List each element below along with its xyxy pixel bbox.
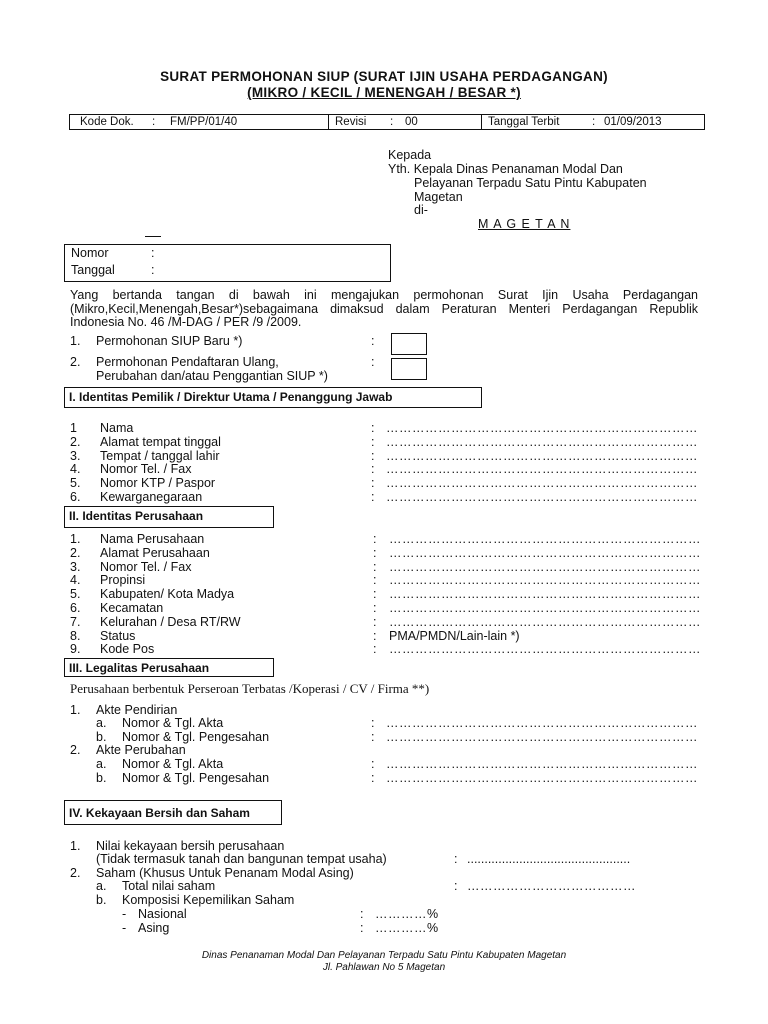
total-saham-label: Total nilai saham [122,879,216,893]
nasional-label: Nasional [138,907,187,921]
section1-item-number: 4. [70,462,81,477]
akte-pendirian-nomor-colon: : [371,716,375,730]
kode-dok-colon: : [152,116,156,128]
document-info-table [69,114,705,130]
section2-item-label: Alamat Perusahaan [100,545,210,560]
section1-item-number: 3. [70,448,81,463]
akte-perubahan-label: Akte Perubahan [96,743,186,757]
nasional-dash: - [122,907,127,921]
section2-item-number: 8. [70,628,81,643]
section2-item-label: Kode Pos [100,642,155,657]
request-2-label: Permohonan Pendaftaran Ulang, [96,355,279,369]
box-mark [145,236,161,237]
nasional-colon: : [360,907,364,921]
intro-paragraph: Yang bertanda tangan di bawah ini mengajukan permohonan Surat Ijin Usaha Perdagangan (Mikro,Kecil,Menengah,Besar*)sebagaimana dimaksud dalam Peraturan Menteri Perdagangan Republik Indonesia No. 46 /M-DAG / PER /9 /2009. [70,288,698,329]
tanggal-terbit-colon: : [592,116,596,128]
asing-label: Asing [138,921,170,935]
section2-item-label: Nomor Tel. / Fax [100,559,192,574]
total-saham-dots[interactable]: ………………………………… [467,879,636,893]
section2-item-value[interactable]: ……………………………………………………………… [389,642,701,657]
kekayaan-dots[interactable]: ............................................... [467,852,631,866]
section2-item-colon: : [373,614,377,629]
kode-dok-label: Kode Dok. [80,116,134,128]
request-2-number: 2. [70,355,81,369]
section1-item-label: Kewarganegaraan [100,490,203,504]
section2-item-value[interactable]: ……………………………………………………………… [389,545,701,560]
section1-item-label: Alamat tempat tinggal [100,434,221,449]
kode-dok-value: FM/PP/01/40 [170,116,238,128]
section1-item-label: Tempat / tanggal lahir [100,448,220,463]
section1-item-colon: : [371,476,375,491]
section1-item-colon: : [371,421,375,435]
revisi-colon: : [390,116,394,128]
request-2-colon: : [371,355,375,369]
revisi-label: Revisi [335,116,367,128]
section2-item-colon: : [373,587,377,602]
recipient-di: di- [414,203,428,217]
recipient-kepada: Kepada [388,148,432,162]
section1-item-colon: : [371,434,375,449]
akte-perubahan-pengesahan-label: Nomor & Tgl. Pengesahan [122,771,270,785]
section2-item-value[interactable]: PMA/PMDN/Lain-lain *) [389,628,520,643]
section2-item-number: 3. [70,559,81,574]
page-title: SURAT PERMOHONAN SIUP (SURAT IJIN USAHA PERDAGANGAN) [160,69,608,84]
akte-perubahan-nomor-dots[interactable]: ……………………………………………………………… [386,757,698,771]
tanggal-colon: : [151,263,155,277]
section-1-heading: I. Identitas Pemilik / Direktur Utama / Penanggung Jawab [64,387,482,408]
request-1-colon: : [371,334,375,348]
section2-item-colon: : [373,642,377,657]
nomor-label: Nomor [71,246,109,260]
section2-item-value[interactable]: ……………………………………………………………… [389,601,701,615]
kekayaan-note: (Tidak termasuk tanah dan bangunan tempat usaha) [96,852,387,866]
section2-item-value[interactable]: ……………………………………………………………… [389,532,701,546]
recipient-line3: Pelayanan Terpadu Satu Pintu Kabupaten [414,176,647,190]
section2-item-value[interactable]: ……………………………………………………………… [389,587,701,602]
section2-item-number: 5. [70,587,81,602]
nomor-colon: : [151,246,155,260]
akte-perubahan-pengesahan-colon: : [371,771,375,785]
total-saham-colon: : [454,879,458,893]
section1-item-label: Nama [100,421,134,435]
akte-pendirian-label: Akte Pendirian [96,703,178,717]
asing-percent[interactable]: …………% [375,921,439,935]
akte-perubahan-nomor-label: Nomor & Tgl. Akta [122,757,224,771]
section2-item-label: Status [100,628,136,643]
section-3-subtitle: Perusahaan berbentuk Perseroan Terbatas /Koperasi / CV / Firma **) [70,681,430,696]
akte-perubahan-pengesahan-dots[interactable]: ……………………………………………………………… [386,771,698,785]
request-2-checkbox[interactable] [391,358,427,380]
table-divider [481,115,482,129]
page-subtitle: (MIKRO / KECIL / MENENGAH / BESAR *) [247,85,521,100]
request-2-label-line2: Perubahan dan/atau Penggantian SIUP *) [96,369,328,383]
section1-item-colon: : [371,462,375,477]
section2-item-colon: : [373,628,377,643]
section2-item-label: Propinsi [100,573,146,588]
akte-pendirian-pengesahan-dots[interactable]: ……………………………………………………………… [386,730,698,744]
komposisi-label: Komposisi Kepemilikan Saham [122,893,295,907]
recipient-line4: Magetan [414,190,463,204]
section2-item-number: 9. [70,642,81,657]
section2-item-value[interactable]: ……………………………………………………………… [389,559,701,574]
tanggal-label: Tanggal [71,263,115,277]
akte-pendirian-number: 1. [70,703,81,717]
recipient-yth: Yth. Kepala Dinas Penanaman Modal Dan [388,162,623,176]
section2-item-value[interactable]: ……………………………………………………………… [389,573,701,588]
footer-line2: Jl. Pahlawan No 5 Magetan [322,962,446,973]
section2-item-label: Kabupaten/ Kota Madya [100,587,235,602]
section2-item-colon: : [373,532,377,546]
akte-perubahan-number: 2. [70,743,81,757]
kekayaan-label: Nilai kekayaan bersih perusahaan [96,839,285,853]
section2-item-label: Kecamatan [100,601,164,615]
kekayaan-colon: : [454,852,458,866]
akte-pendirian-pengesahan-colon: : [371,730,375,744]
section1-item-value[interactable]: ……………………………………………………………… [386,476,698,491]
akte-pendirian-nomor-label: Nomor & Tgl. Akta [122,716,224,730]
section-2-heading: II. Identitas Perusahaan [64,506,274,528]
tanggal-terbit-label: Tanggal Terbit [488,116,560,128]
section2-item-colon: : [373,545,377,560]
section1-item-label: Nomor KTP / Paspor [100,476,216,491]
asing-colon: : [360,921,364,935]
request-1-label: Permohonan SIUP Baru *) [96,334,243,348]
section1-item-label: Nomor Tel. / Fax [100,462,192,477]
kekayaan-number: 1. [70,839,81,853]
section2-item-colon: : [373,573,377,588]
saham-b: b. [96,893,107,907]
saham-number: 2. [70,866,81,880]
section1-item-value[interactable]: ……………………………………………………………… [386,462,698,477]
section1-item-value[interactable]: ……………………………………………………………… [386,434,698,449]
section2-item-label: Nama Perusahaan [100,532,205,546]
section2-item-label: Kelurahan / Desa RT/RW [100,614,241,629]
section2-item-number: 4. [70,573,81,588]
section-3-heading: III. Legalitas Perusahaan [64,658,274,677]
section1-item-number: 1 [70,421,77,435]
revisi-value: 00 [405,116,418,128]
section1-item-number: 5. [70,476,81,491]
akte-perubahan-a: a. [96,757,107,771]
section2-item-colon: : [373,601,377,615]
section2-item-colon: : [373,559,377,574]
akte-pendirian-a: a. [96,716,107,730]
section2-item-number: 7. [70,614,81,629]
section2-item-number: 2. [70,545,81,560]
akte-perubahan-nomor-colon: : [371,757,375,771]
section1-item-number: 2. [70,434,81,449]
footer-line1: Dinas Penanaman Modal Dan Pelayanan Terpadu Satu Pintu Kabupaten Magetan [201,950,567,961]
section2-item-value[interactable]: ……………………………………………………………… [389,614,701,629]
section1-item-colon: : [371,448,375,463]
saham-label: Saham (Khusus Untuk Penanam Modal Asing) [96,866,354,880]
asing-dash: - [122,921,127,935]
section-4-heading: IV. Kekayaan Bersih dan Saham [64,800,282,825]
akte-pendirian-pengesahan-label: Nomor & Tgl. Pengesahan [122,730,270,744]
section1-item-number: 6. [70,490,81,504]
request-1-checkbox[interactable] [391,333,427,355]
table-divider [328,115,329,129]
nasional-percent[interactable]: …………% [375,907,439,921]
recipient-city: M A G E T A N [478,217,571,231]
akte-perubahan-b: b. [96,771,107,785]
akte-pendirian-b: b. [96,730,107,744]
section1-item-value[interactable]: ……………………………………………………………… [386,421,698,435]
saham-a: a. [96,879,107,893]
tanggal-terbit-value: 01/09/2013 [604,116,662,128]
section1-item-value[interactable]: ……………………………………………………………… [386,490,698,504]
section1-item-colon: : [371,490,375,504]
request-1-number: 1. [70,334,81,348]
section1-item-value[interactable]: ……………………………………………………………… [386,448,698,463]
section2-item-number: 6. [70,601,81,615]
akte-pendirian-nomor-dots[interactable]: ……………………………………………………………… [386,716,698,730]
section2-item-number: 1. [70,532,81,546]
